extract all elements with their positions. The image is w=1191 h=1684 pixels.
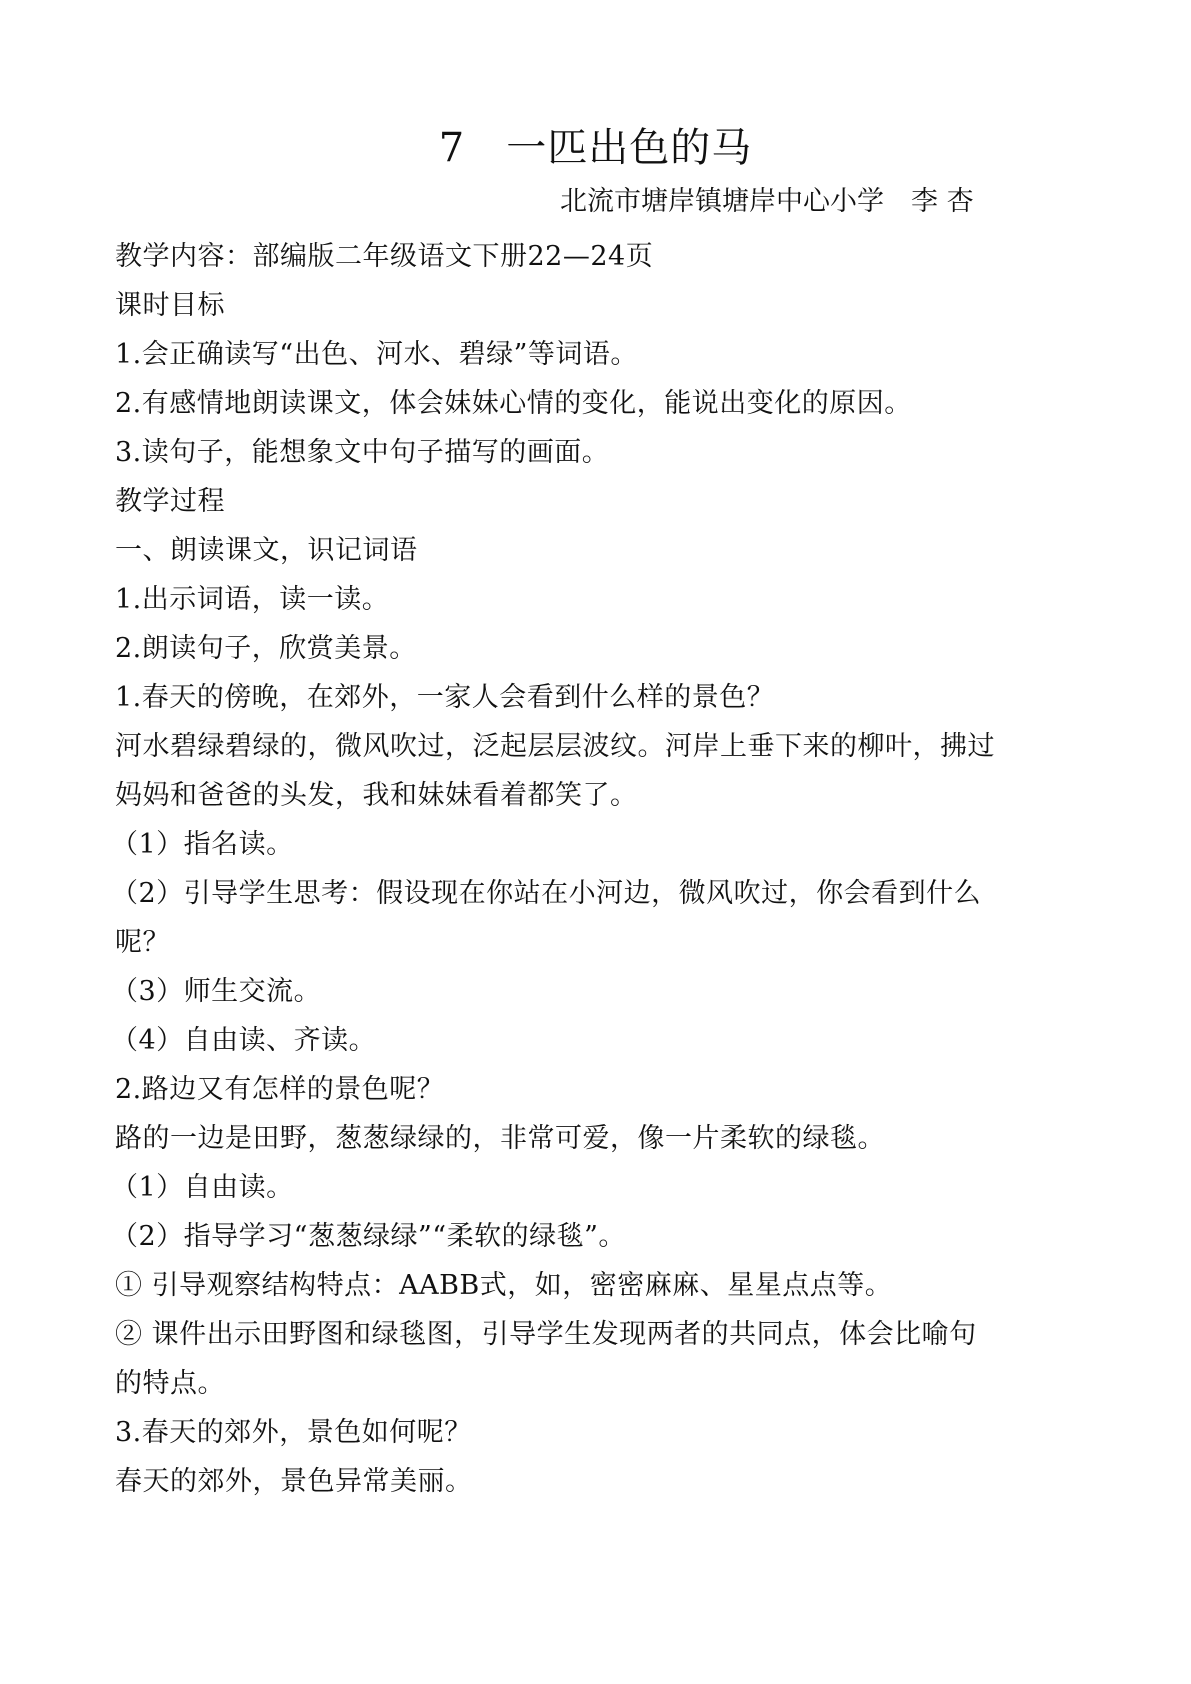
subsection-heading: 一、朗读课文，识记词语 [115, 535, 418, 566]
activity-item: （3）师生交流。 [111, 976, 322, 1007]
text-paragraph-line: 路的一边是田野，葱葱绿绿的，非常可爱，像一片柔软的绿毯。 [115, 1123, 885, 1154]
teaching-content: 教学内容：部编版二年级语文下册22—24页 [115, 241, 654, 272]
section-heading-objectives: 课时目标 [115, 290, 225, 321]
activity-item-continued: 呢？ [115, 927, 170, 958]
activity-item: （1）自由读。 [111, 1172, 294, 1203]
lesson-title: 7 一匹出色的马 [438, 125, 753, 171]
objective-item: 3.读句子，能想象文中句子描写的画面。 [115, 437, 610, 468]
text-paragraph-line: 妈妈和爸爸的头发，我和妹妹看着都笑了。 [115, 780, 638, 811]
section-heading-process: 教学过程 [115, 486, 225, 517]
activity-item: （2）引导学生思考：假设现在你站在小河边，微风吹过，你会看到什么 [111, 878, 982, 909]
objective-item: 1.会正确读写“出色、河水、碧绿”等词语。 [115, 339, 638, 370]
text-paragraph-line: 春天的郊外，景色异常美丽。 [115, 1466, 473, 1497]
circled-item: ① 引导观察结构特点：AABB式，如，密密麻麻、星星点点等。 [115, 1270, 893, 1301]
step-item: 2.朗读句子，欣赏美景。 [115, 633, 417, 664]
circled-item-continued: 的特点。 [115, 1368, 225, 1399]
question-item: 1.春天的傍晚，在郊外，一家人会看到什么样的景色？ [115, 682, 775, 713]
activity-item: （2）指导学习“葱葱绿绿”“柔软的绿毯”。 [111, 1221, 626, 1252]
circled-item: ② 课件出示田野图和绿毯图，引导学生发现两者的共同点，体会比喻句 [115, 1319, 977, 1350]
text-paragraph-line: 河水碧绿碧绿的，微风吹过，泛起层层波纹。河岸上垂下来的柳叶，拂过 [115, 731, 995, 762]
activity-item: （4）自由读、齐读。 [111, 1025, 377, 1056]
question-item: 2.路边又有怎样的景色呢？ [115, 1074, 445, 1105]
question-item: 3.春天的郊外，景色如何呢？ [115, 1417, 472, 1448]
activity-item: （1）指名读。 [111, 829, 294, 860]
author-line: 北流市塘岸镇塘岸中心小学 李 杏 [560, 186, 974, 217]
step-item: 1.出示词语，读一读。 [115, 584, 390, 615]
objective-item: 2.有感情地朗读课文，体会妹妹心情的变化，能说出变化的原因。 [115, 388, 912, 419]
lesson-body [111, 232, 1085, 1506]
